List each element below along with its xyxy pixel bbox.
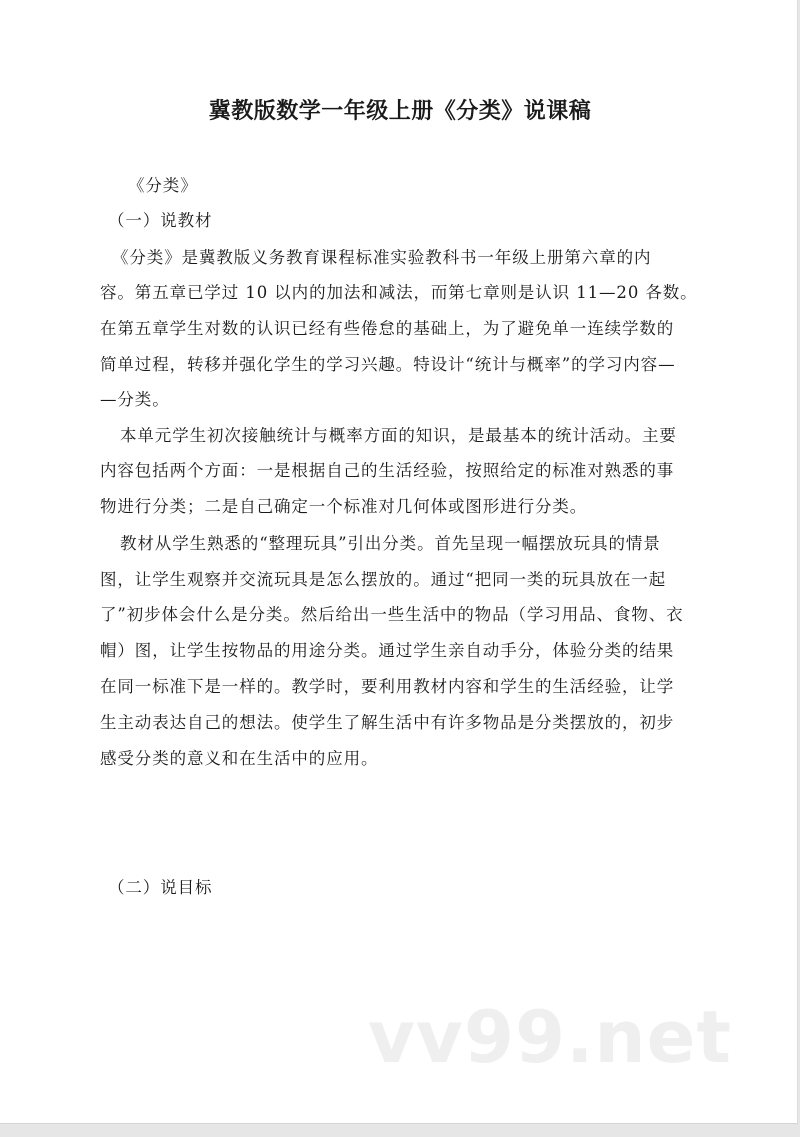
- para2-line: 内容包括两个方面：一是根据自己的生活经验，按照给定的标准对熟悉的事: [100, 461, 675, 480]
- para3-line: 帽）图，让学生按物品的用途分类。通过学生亲自动手分，体验分类的结果: [100, 641, 675, 660]
- section-heading-2: （二）说目标: [108, 878, 213, 897]
- para3-line: 教材从学生熟悉的“整理玩具”引出分类。首先呈现一幅摆放玩具的情景: [120, 534, 661, 553]
- para1-line: 在第五章学生对数的认识已经有些倦怠的基础上，为了避免单一连续学数的: [100, 319, 675, 338]
- watermark: vv99.net: [368, 995, 732, 1079]
- para3-line: 生主动表达自己的想法。使学生了解生活中有许多物品是分类摆放的，初步: [100, 713, 675, 732]
- para3-line: 图，让学生观察并交流玩具是怎么摆放的。通过“把同一类的玩具放在一起: [100, 570, 667, 589]
- document-title: 冀教版数学一年级上册《分类》说课稿: [208, 99, 592, 124]
- para2-line: 物进行分类；二是自己确定一个标准对几何体或图形进行分类。: [100, 497, 588, 516]
- para1-line: 《分类》是冀教版义务教育课程标准实验教科书一年级上册第六章的内: [112, 248, 652, 267]
- section-heading-1: （一）说教材: [108, 211, 213, 230]
- para3-line: 感受分类的意义和在生活中的应用。: [100, 749, 379, 768]
- para2-line: 本单元学生初次接触统计与概率方面的知识，是最基本的统计活动。主要: [120, 426, 677, 445]
- para3-line: 了”初步体会什么是分类。然后给出一些生活中的物品（学习用品、食物、衣: [100, 605, 684, 624]
- para1-line: 容。第五章已学过 10 以内的加法和减法，而第七章则是认识 11—20 各数。: [100, 283, 698, 302]
- para1-line: —分类。: [100, 390, 170, 409]
- subtitle: 《分类》: [128, 176, 198, 195]
- para3-line: 在同一标准下是一样的。教学时，要利用教材内容和学生的生活经验，让学: [100, 677, 675, 696]
- para1-line: 简单过程，转移并强化学生的学习兴趣。特设计“统计与概率”的学习内容—: [100, 355, 676, 374]
